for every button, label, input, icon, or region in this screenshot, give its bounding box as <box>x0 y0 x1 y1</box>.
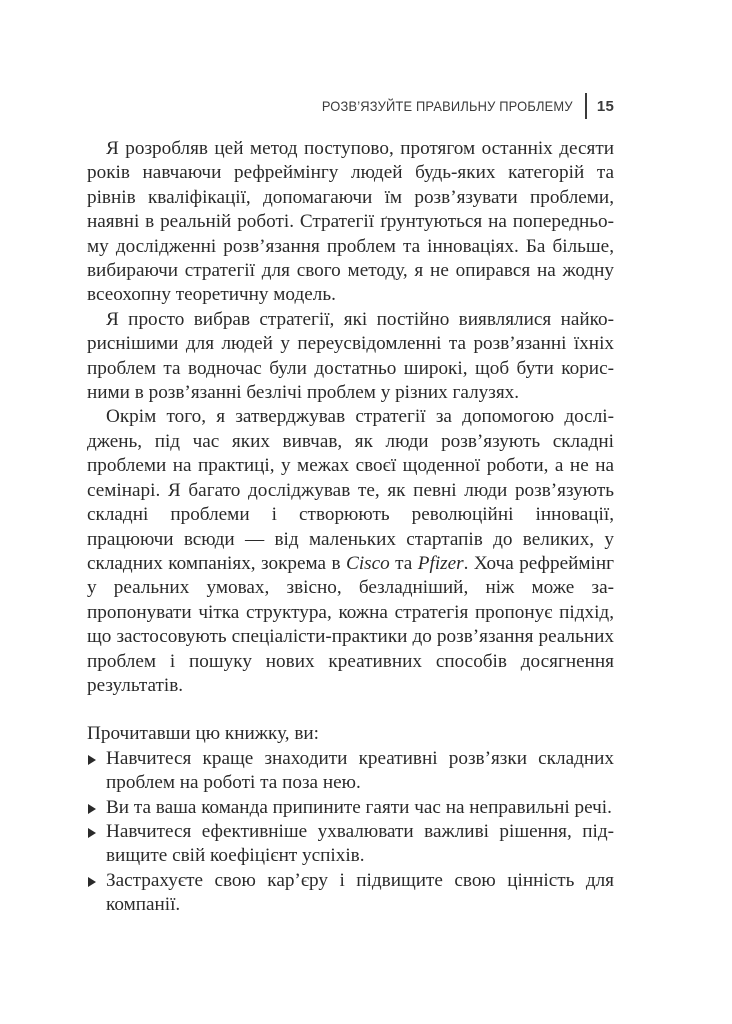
header-divider <box>585 93 587 119</box>
body-text <box>87 137 614 918</box>
running-header <box>300 94 614 118</box>
list-item-text: Навчитеся ефективніше ухвалювати важливі рішення, підвищите свій коефіцієнт успіхів. <box>106 820 614 867</box>
triangle-bullet-icon <box>88 804 96 814</box>
paragraph-2: Я просто вибрав стратегії, які постійно виявлялися найкориснішими для людей у переусвідомленні та розв’язанні їхніх проблем та водночас були достатньо широкі, щоб бути корисними в розв’язанні безлічі проблем у різних галузях. <box>87 308 614 404</box>
paragraph-3-part-2: . Хоча рефреймінг у реальних умовах, звісно, безладніший, ніж може запропонувати чітка структура, кожна стратегія пропонує підхід, що застосовують спеціалісти-практики до розв’язання реальних проблем і пошуку нових креативних способів досягнення результатів. <box>87 552 614 696</box>
running-title: РОЗВ’ЯЗУЙТЕ ПРАВИЛЬНУ ПРОБЛЕМУ <box>322 98 573 114</box>
triangle-bullet-icon <box>88 755 96 765</box>
list-intro: Прочитавши цю книжку, ви: <box>87 723 319 745</box>
triangle-bullet-icon <box>88 828 96 838</box>
list-item <box>87 747 614 796</box>
list-item <box>87 869 614 918</box>
list-item-text: Навчитеся краще знаходити креативні розв’язки складних проблем на роботі та поза нею. <box>106 747 614 794</box>
benefits-list <box>87 747 614 918</box>
company-name-pfizer: Pfizer <box>417 552 464 574</box>
list-item <box>87 820 614 869</box>
list-item-text: Ви та ваша команда припините гаяти час на неправильні речі. <box>106 796 612 818</box>
paragraph-3-part-1: Окрім того, я затверджував стратегії за допомогою досліджень, під час яких вивчав, як люди розв’язують складні проблеми на практиці, у межах своєї щоденної роботи, а не на семінарі. Я багато досліджував те, як певні люди розв’язують складні проблеми і створюють революційні інновації, працюючи всюди — від маленьких стартапів до великих, у складних компаніях, зокрема в <box>87 406 614 574</box>
list-item <box>87 796 614 820</box>
paragraph-1: Я розробляв цей метод поступово, протягом останніх десяти років навчаючи рефреймінгу людей будь-яких категорій та рівнів кваліфікації, допомагаючи їм розв’язувати проблеми, наявні в реальній роботі. Стратегії ґрунтуються на попередньому дослідженні розв’язання проблем та інноваціях. Ба більше, вибираючи стратегії для свого методу, я не опирався на жодну всеохопну теоретичну модель. <box>87 138 614 306</box>
company-name-cisco: Cisco <box>346 552 390 574</box>
paragraph-3 <box>87 405 614 698</box>
page-number: 15 <box>596 97 614 115</box>
list-item-text: Застрахуєте свою кар’єру і підвищите свою цінність для компанії. <box>106 869 614 916</box>
triangle-bullet-icon <box>88 877 96 887</box>
paragraph-3-conjunction: та <box>389 552 418 574</box>
